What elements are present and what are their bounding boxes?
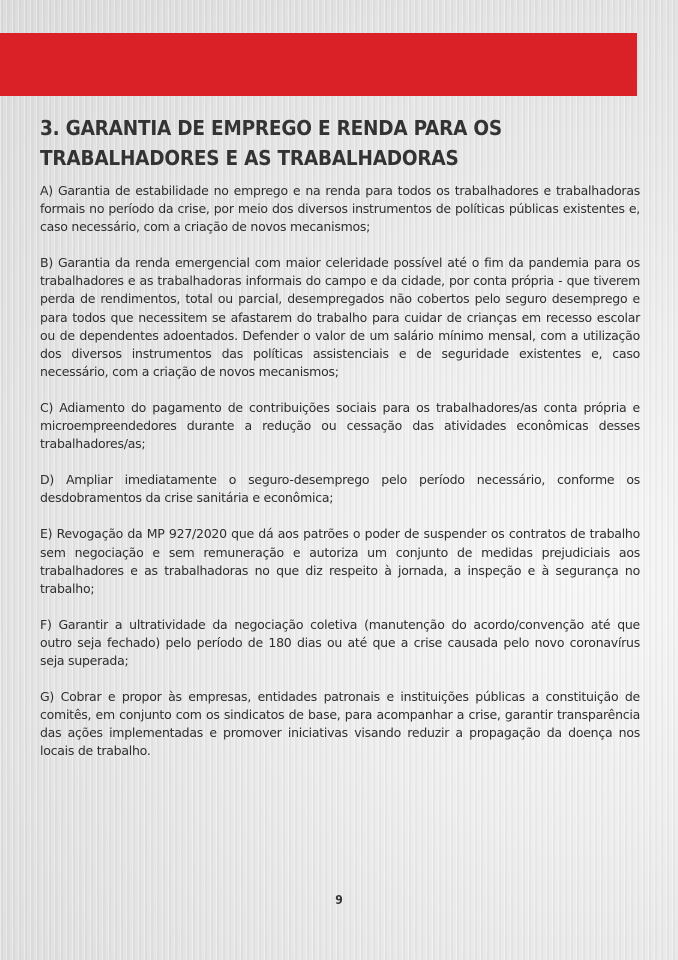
paragraph-b: B) Garantia da renda emergencial com maior celeridade possível até o fim da pandemia para os trabalhadores e as trabalhadoras informais do campo e da cidade, por conta própria - que tiverem perda de rendimentos, total ou parcial, desempregados não cobertos pelo seguro desemprego e para todos que necessitem se afastarem do trabalho para cuidar de crianças em recesso escolar ou de dependentes adoentados. Defender o valor de um salário mínimo mensal, com a utilização dos diversos instrumentos das políticas assistenciais e de seguridade existentes e, caso necessário, com a criação de novos mecanismos; [40, 255, 640, 379]
section-title: 3. GARANTIA DE EMPREGO E RENDA PARA OS TRABALHADORES E AS TRABALHADORAS [40, 116, 502, 170]
paragraph-e: E) Revogação da MP 927/2020 que dá aos patrões o poder de suspender os contratos de trabalho sem negociação e sem remuneração e autoriza um conjunto de medidas prejudiciais aos trabalhadores e as trabalhadoras no que diz respeito à jornada, a inspeção e à segurança no trabalho; [40, 526, 640, 596]
paragraph-d: D) Ampliar imediatamente o seguro-desemprego pelo período necessário, conforme os desdobramentos da crise sanitária e econômica; [40, 472, 640, 506]
paragraph-g: G) Cobrar e propor às empresas, entidades patronais e instituições públicas a constituição de comitês, em conjunto com os sindicatos de base, para acompanhar a crise, garantir transparência das ações implementadas e promover iniciativas visando reduzir a propagação da doença nos locais de trabalho. [40, 689, 640, 759]
paragraph-f: F) Garantir a ultratividade da negociação coletiva (manutenção do acordo/convenção até que outro seja fechado) pelo período de 180 dias ou até que a crise causada pelo novo coronavírus seja superada; [40, 616, 640, 668]
page-number: 9 [335, 893, 343, 907]
paragraph-c: C) Adiamento do pagamento de contribuições sociais para os trabalhadores/as conta própria e microempreendedores durante a redução ou cessação das atividades econômicas desses trabalhadores/as; [40, 399, 640, 452]
paragraph-a: A) Garantia de estabilidade no emprego e na renda para todos os trabalhadores e trabalhadoras formais no período da crise, por meio dos diversos instrumentos de políticas públicas existentes e, caso necessário, com a criação de novos mecanismos; [40, 183, 640, 235]
header-color-band [0, 33, 637, 96]
document-body [40, 182, 640, 778]
